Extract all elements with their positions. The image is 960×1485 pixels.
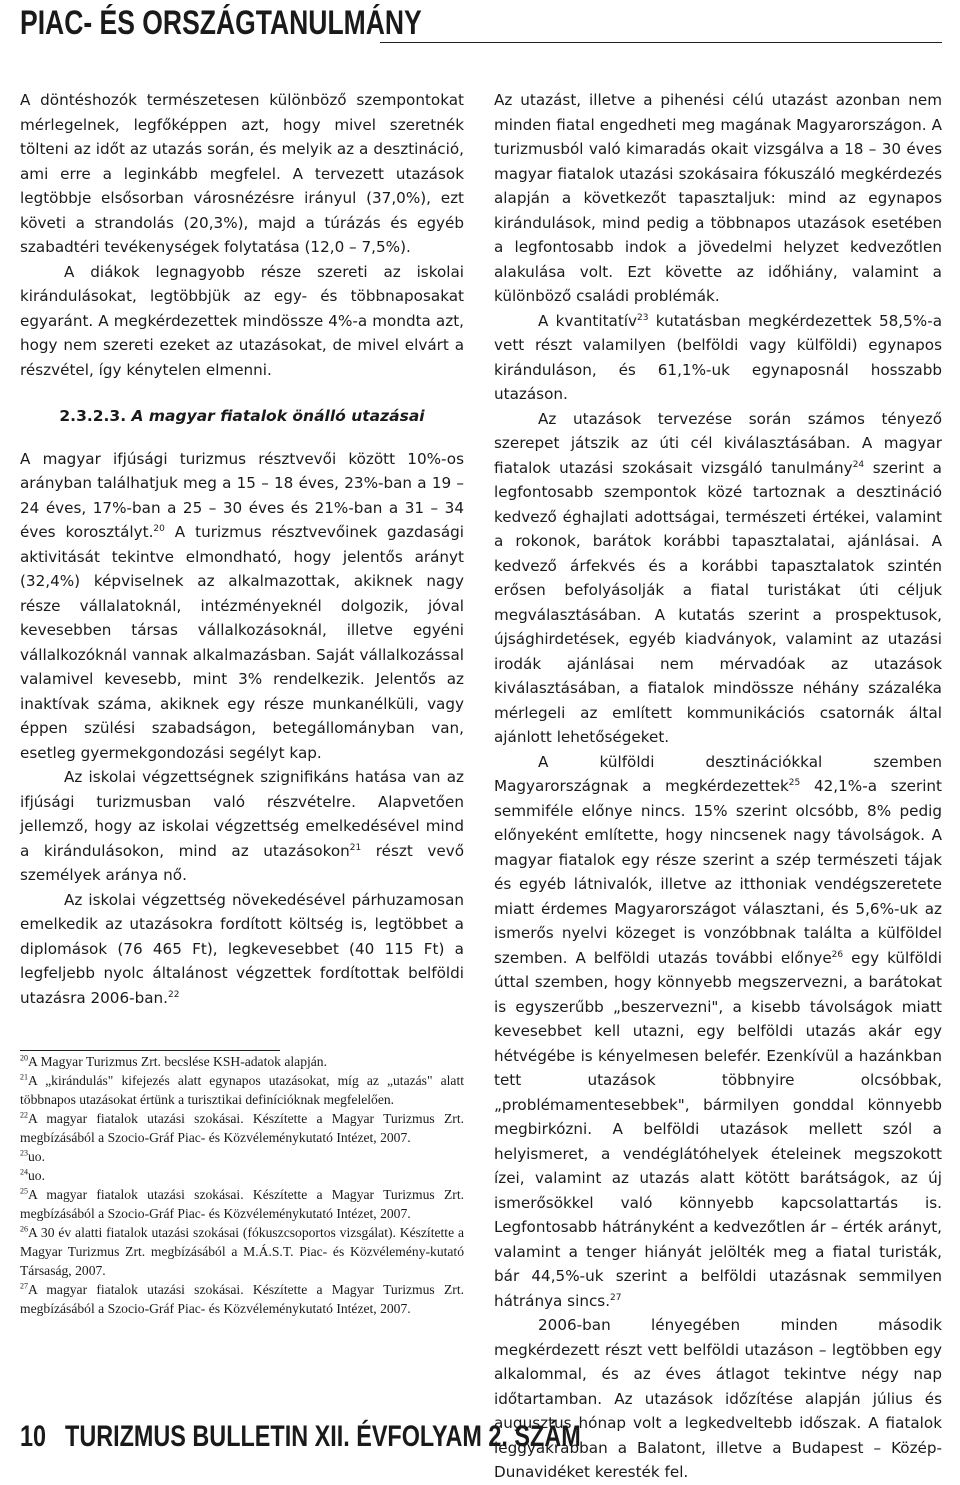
page-header-title: PIAC- ÉS ORSZÁGTANULMÁNY [20, 4, 422, 42]
paragraph: Az utazást, illetve a pihenési célú utazást azonban nem minden fiatal engedheti meg magának Magyarországon. A turizmusból való kimaradás okait vizsgálva a 18 – 30 éves magyar fiatalok utazási szokásaira fókuszáló megkérdezés alapján a következőt tapasztaljuk: mind az egynapos kirándulások, mind pedig a többnapos utazások esetében a legfontosabb indok a jövedelmi helyzet kedvezőtlen alakulása volt. Ezt követte az időhiány, valamint a különböző családi problémák. [494, 91, 942, 305]
paragraph-text: egy külföldi úttal szemben, hogy könnyebb megszervezni, a barátokat is egyszerűbb „beszervezni", a kisebb távolságok miatt kevesebbet kell utazni, egy belföldi utazás akár egy hétvégébe is kényelmesen belefér. Ezenkívül a hazánkban tett utazások többnyire olcsóbbak, „problémamentesebbek", bármilyen gonddal könnyebb megbirkózni. A belföldi utazások mellett szól a helyismeret, a vendéglátóhelyek ételeinek megszokott ízei, valamint az utazás alatt kötött barátságok, az új ismerősökkel való könnyebb kapcsolattartás is. Legfontosabb hátrányként a kedvezőtlen ár – érték arányt, valamint a tenger hiányát jelölték meg a fiatal turisták, bár 44,5%-uk szerint a belföldi utazásnak semmilyen hátránya sincs. [494, 948, 942, 1310]
footnote [20, 1147, 464, 1166]
paragraph-text: A turizmus résztvevőinek gazdasági aktivitását tekintve elmondható, hogy jelentős arányt (32,4%) képviselnek az alkalmazottak, akiknek nagy része vállalatoknál, intézményeknél dolgozik, jóval kevesebben társas vállalkozásoknál, illetve egyéni vállalkozóknál vannak alkalmazásban. Saját vállalkozással valamivel kevesebb, mint 3% rendelkezik. Jelentős az inaktívak száma, akiknek egy része munkanélküli, vagy éppen szülési szabadságon, betegállományban van, esetleg gyermekgondozási segélyt kap. [20, 523, 464, 762]
paragraph-text: Az utazások tervezése során számos tényező szerepet játszik az úti cél kiválasztásában. A magyar fiatalok utazási szokásait vizsgáló tanulmány [494, 409, 942, 477]
paragraph: 2006-ban lényegében minden második megkérdezett részt vett belföldi utazáson – legtöbben egy alkalommal, és az éves átlagot tekintve négy nap időtartamban. Az utazások időzítése alapján július és augusztus hónap volt a legkedveltebb időszak. A fiatalok leggyakrabban a Balatont, illetve a Budapest – Közép-Dunavidéket keresték fel. [494, 1316, 942, 1481]
paragraph-text: A kvantitatív [538, 311, 637, 330]
footnote-text: uo. [28, 1149, 45, 1164]
paragraph-text: részt vevő személyek aránya nő. [20, 841, 464, 884]
paragraph: A diákok legnagyobb része szereti az iskolai kirándulásokat, legtöbbjük az egy- és többnaposakat egyaránt. A megkérdezettek mindössze 4%-a mondta azt, hogy nem szereti ezeket az utazásokat, de mivel elvárt a részvétel, így kénytelen elmenni. [20, 262, 464, 379]
paragraph-text: 42,1%-a szerint semmiféle előnye nincs. 15% szerint olcsóbb, 8% pedig előnyeként említette, hogy nincsenek nagy távolságok. A magyar fiatalok egy része szerint a szép természeti tájak és egyéb látnivalók, illetve az itthoniak vendégszeretete miatt érdemes Magyarországot választani, és 5,6%-uk az ismerős nyelvi közeget is vonzóbbnak találta a külföldel szemben. A belföldi utazás további előnye [494, 777, 942, 967]
footnote-rule [20, 1050, 280, 1051]
paragraph-text: A magyar ifjúsági turizmus résztvevői között 10%-os arányban találhatjuk meg a 15 – 18 éves, 23%-ban a 19 – 24 éves, 17%-ban a 25 – 30 éves és 21%-ban a 31 – 34 éves korosztályt. [20, 449, 464, 541]
paragraph [20, 888, 464, 1011]
footnote-number: 26 [20, 1224, 28, 1234]
footnote-ref: 23 [637, 312, 649, 323]
footnote-number: 25 [20, 1186, 28, 1196]
paragraph: A döntéshozók természetesen különböző szempontokat mérlegelnek, legfőképpen azt, hogy mivel szeretnék tölteni az időt az utazás során, és melyik az a desztináció, ami erre a leginkább megfelel. A tervezett utazások legtöbbje elsősorban városnézésre irányul (37,0%), ezt követi a strandolás (20,3%), majd a túrázás és egyéb szabadtéri tevékenységek folytatása (12,0 – 7,5%). [20, 91, 464, 256]
subheading-text: A magyar fiatalok önálló utazásai [131, 407, 425, 425]
header-rule [380, 42, 942, 43]
footnote-number: 24 [20, 1167, 28, 1177]
footnote-text: uo. [28, 1168, 45, 1183]
footnote-text: A magyar fiatalok utazási szokásai. Készítette a Magyar Turizmus Zrt. megbízásából a Szocio-Gráf Piac- és Közvéleménykutató Intézet, 2007. [20, 1282, 464, 1316]
footnote-text: A „kirándulás" kifejezés alatt egynapos utazásokat, míg az „utazás" alatt többnapos utazásokat értünk a turisztikai definícióknak megfelelően. [20, 1073, 464, 1107]
footnote-text: A Magyar Turizmus Zrt. becslése KSH-adatok alapján. [28, 1054, 328, 1069]
footnote-ref: 22 [168, 989, 180, 1000]
paragraph-text: Az iskolai végzettségnek szignifikáns hatása van az ifjúsági turizmusban való részvételre. Alapvetően jellemző, hogy az iskolai végzettség emelkedésével mind a kirándulásokon, mind az utazásokon [20, 768, 464, 860]
subheading-number: 2.3.2.3. [59, 407, 127, 425]
footnote-ref: 24 [852, 459, 865, 470]
left-column [20, 88, 464, 1010]
footnote-number: 21 [20, 1072, 28, 1082]
footnote-number: 23 [20, 1148, 28, 1158]
page-footer [20, 1420, 581, 1454]
right-column [494, 88, 942, 1485]
footnote [20, 1109, 464, 1147]
footnote-ref: 27 [610, 1292, 622, 1303]
paragraph [494, 750, 942, 1314]
footnote-text: A magyar fiatalok utazási szokásai. Készítette a Magyar Turizmus Zrt. megbízásából a Szocio-Gráf Piac- és Közvéleménykutató Intézet, 2007. [20, 1111, 464, 1145]
paragraph [20, 765, 464, 888]
footnote-ref: 20 [153, 523, 165, 534]
footnote-ref: 26 [831, 949, 844, 960]
paragraph [494, 407, 942, 750]
paragraph-text: szerint a legfontosabb szempontok közé tartoznak a desztináció kedvező éghajlati adottságai, természeti értékei, valamint a rokonok, barátok korábbi tapasztalatai, ajánlásai. A kedvező árfekvés és a korábbi tapasztalatok szintén erősen befolyásolják a fiatal turistákat úti céljuk megválasztásában. A kutatás szerint a prospektusok, újsághirdetések, egyéb kiadványok, valamint az utazási irodák ajánlásai nem mérvadóak az utazások kiválasztásában, a fiatalok mindössze néhány százaléka mérlegeli az említett kommunikációs csatornák által ajánlott lehetőségeket. [494, 458, 942, 746]
publication-name: TURIZMUS BULLETIN XII. ÉVFOLYAM 2. SZÁM [65, 1420, 581, 1453]
footnote [20, 1280, 464, 1318]
footnote [20, 1166, 464, 1185]
footnote [20, 1052, 464, 1071]
footnote [20, 1071, 464, 1109]
footnote-number: 22 [20, 1110, 28, 1120]
footnote-number: 27 [20, 1281, 28, 1291]
paragraph-text: A külföldi desztinációkkal szemben Magyarországnak a megkérdezettek [494, 752, 942, 795]
footnote-text: A 30 év alatti fiatalok utazási szokásai (fókuszcsoportos vizsgálat). Készítette a Magyar Turizmus Zrt. megbízásából a M.Á.S.T. Piac- és Közvélemény-kutató Társaság, 2007. [20, 1225, 464, 1278]
footnote [20, 1185, 464, 1223]
paragraph [20, 447, 464, 766]
paragraph-text: kutatásban megkérdezettek 58,5%-a vett részt valamilyen (belföldi vagy külföldi) egynapos kiránduláson, és 61,1%-uk egynaposnál hosszabb utazáson. [494, 311, 943, 403]
footnote-text: A magyar fiatalok utazási szokásai. Készítette a Magyar Turizmus Zrt. megbízásából a Szocio-Gráf Piac- és Közvéleménykutató Intézet, 2007. [20, 1187, 464, 1221]
footnote-ref: 25 [788, 777, 801, 788]
footnote [20, 1223, 464, 1280]
footnote-ref: 21 [349, 842, 362, 853]
paragraph [494, 309, 942, 407]
footnote-number: 20 [20, 1053, 28, 1063]
section-subheading [20, 404, 464, 429]
page-number: 10 [20, 1420, 47, 1453]
footnotes [20, 1052, 464, 1318]
paragraph-text: Az iskolai végzettség növekedésével párhuzamosan emelkedik az utazásokra fordított költség is, legtöbbet a diplomások (76 465 Ft), legkevesebbet (40 115 Ft) a legfeljebb nyolc általánost végzettek fordítottak belföldi utazásra 2006-ban. [20, 890, 464, 1007]
